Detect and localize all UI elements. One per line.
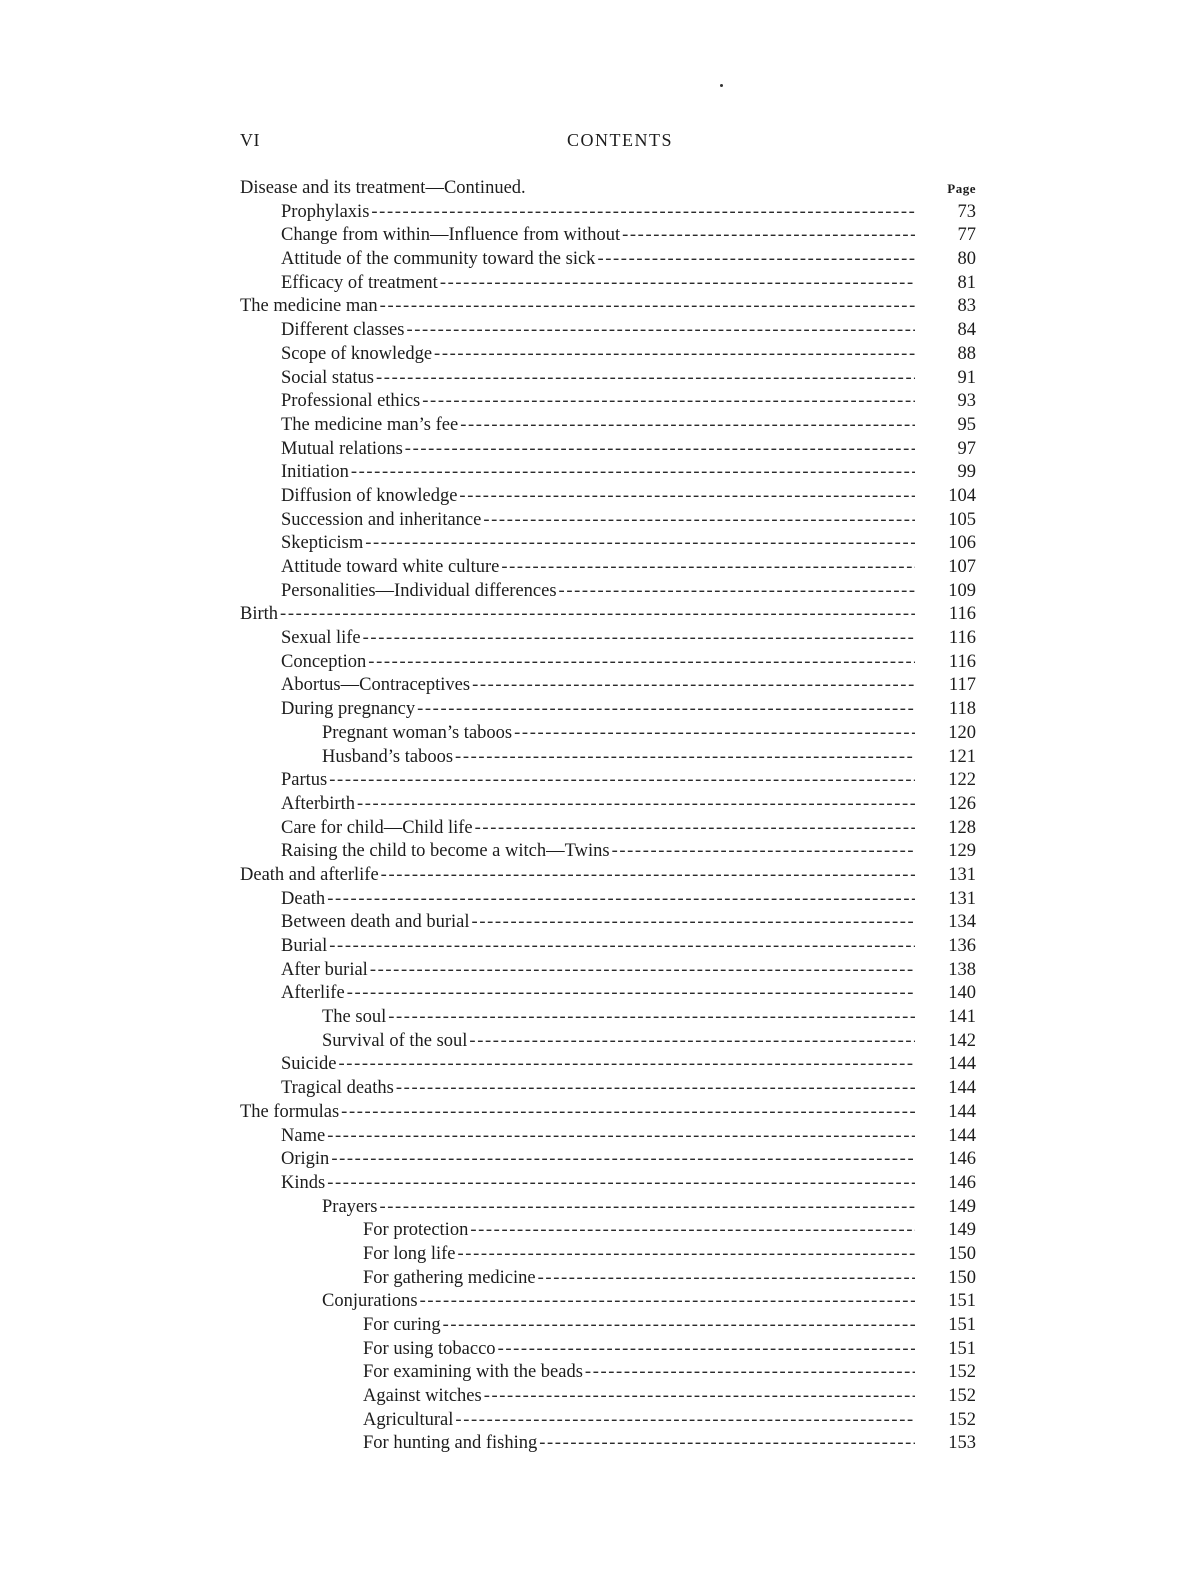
toc-entry-page-number: 144: [948, 1101, 976, 1122]
toc-entry-label: Conception: [281, 651, 368, 675]
toc-entry-label: After burial: [281, 959, 370, 983]
toc-entry-label: Prayers: [322, 1196, 379, 1220]
toc-entry-label: The soul: [322, 1006, 388, 1030]
toc-entry-label: Tragical deaths: [281, 1077, 396, 1101]
toc-entry-leader: [281, 532, 915, 556]
toc-entry-page-number: 105: [948, 509, 976, 530]
dot-leader: [559, 580, 915, 604]
dot-leader: [347, 982, 915, 1006]
toc-entry-label: For examining with the beads: [363, 1361, 585, 1385]
toc-entry-page-number: 131: [948, 888, 976, 909]
toc-entry-label: The formulas: [240, 1101, 341, 1125]
toc-entry-label: For using tobacco: [363, 1338, 498, 1362]
toc-entry-leader: [281, 674, 915, 698]
toc-entry-label: Prophylaxis: [281, 201, 371, 225]
toc-entry-leader: [240, 1101, 915, 1125]
toc-entry-leader: [281, 343, 915, 367]
page-column-heading: Page: [947, 181, 976, 196]
toc-entry: [240, 1030, 997, 1054]
toc-entry: [240, 532, 997, 556]
dot-leader: [470, 1219, 915, 1243]
dot-leader: [443, 1314, 915, 1338]
dot-leader: [329, 935, 915, 959]
toc-entry-page-number: 104: [948, 485, 976, 506]
toc-entry-label: Burial: [281, 935, 329, 959]
toc-entry-page-number: 88: [957, 343, 976, 364]
toc-entry-label: For protection: [363, 1219, 470, 1243]
toc-entry: [240, 509, 997, 533]
toc-entry-label: Partus: [281, 769, 329, 793]
toc-entry-label: Death and afterlife: [240, 864, 381, 888]
toc-entry: [240, 627, 997, 651]
toc-entry-page-number: 149: [948, 1196, 976, 1217]
toc-entry-leader: [281, 627, 915, 651]
toc-entry-leader: [281, 556, 915, 580]
dot-leader: [514, 722, 915, 746]
toc-entry-label: Mutual relations: [281, 438, 405, 462]
toc-entry-leader: [322, 1196, 915, 1220]
dot-leader: [612, 840, 915, 864]
toc-entry: [240, 1077, 997, 1101]
toc-entry-label: Skepticism: [281, 532, 365, 556]
dot-leader: [406, 319, 915, 343]
toc-entry-leader: [281, 319, 915, 343]
toc-entry-page-number: 80: [957, 249, 976, 270]
dot-leader: [501, 556, 915, 580]
dot-leader: [460, 414, 915, 438]
toc-entry-leader: [281, 1125, 915, 1149]
toc-entry: [240, 1361, 997, 1385]
toc-entry: [240, 390, 997, 414]
toc-entry-label: Care for child—Child life: [281, 817, 475, 841]
toc-entry-leader: [281, 769, 915, 793]
toc-entry-label: Name: [281, 1125, 327, 1149]
dot-leader: [622, 224, 915, 248]
page-folio: VI: [240, 130, 260, 150]
toc-entry: [240, 1243, 997, 1267]
toc-entry-page-number: 116: [948, 651, 976, 672]
toc-entry-label: Social status: [281, 367, 376, 391]
dot-leader: [475, 817, 915, 841]
toc-entry-leader: [281, 911, 915, 935]
toc-entry: [240, 272, 997, 296]
toc-entry-leader: [281, 485, 915, 509]
toc-entry-leader: [281, 580, 915, 604]
toc-entry-label: For curing: [363, 1314, 443, 1338]
toc-entry: [240, 982, 997, 1006]
toc-entry-label: The medicine man: [240, 295, 380, 319]
toc-entry-page-number: 141: [948, 1007, 976, 1028]
dot-leader: [417, 698, 915, 722]
toc-entry-page-number: 99: [957, 462, 976, 483]
toc-entry-page-number: 144: [948, 1078, 976, 1099]
toc-entry-label: Birth: [240, 603, 280, 627]
toc-entry: [240, 319, 997, 343]
toc-entry-page-number: 120: [948, 722, 976, 743]
dot-leader: [370, 959, 915, 983]
toc-entry-label: Initiation: [281, 461, 351, 485]
toc-entry-page-number: 134: [948, 912, 976, 933]
dot-leader: [280, 603, 915, 627]
toc-entry: [240, 556, 997, 580]
toc-entry-label: For gathering medicine: [363, 1267, 538, 1291]
toc-entry: [240, 201, 997, 225]
toc-entry-label: Afterbirth: [281, 793, 357, 817]
dot-leader: [363, 627, 915, 651]
toc-entry: [240, 1409, 997, 1433]
dot-leader: [405, 438, 915, 462]
toc-entry-leader: [281, 840, 915, 864]
toc-entry-page-number: 128: [948, 817, 976, 838]
dot-leader: [469, 1030, 915, 1054]
toc-entry-page-number: 146: [948, 1149, 976, 1170]
toc-entry-leader: [322, 1006, 915, 1030]
toc-entry-page-number: 151: [948, 1338, 976, 1359]
toc-entry-page-number: 107: [948, 557, 976, 577]
toc-entry-label: Raising the child to become a witch—Twins: [281, 840, 612, 864]
toc-entry: [240, 295, 997, 319]
toc-entry-page-number: 117: [948, 675, 976, 696]
toc-entry-label: Personalities—Individual differences: [281, 580, 559, 604]
toc-entry-leader: [281, 414, 915, 438]
toc-entry-label: Agricultural: [363, 1409, 455, 1433]
toc-entry: [240, 817, 997, 841]
toc-entry-label: The medicine man’s fee: [281, 414, 460, 438]
dot-leader: [472, 911, 915, 935]
dot-leader: [380, 295, 915, 319]
toc-entry: [240, 343, 997, 367]
toc-entry-leader: [281, 272, 915, 296]
toc-entry-page-number: 136: [948, 936, 976, 956]
toc-entry-leader: [363, 1385, 915, 1409]
toc-entry-leader: [281, 651, 915, 675]
toc-entry-label: Attitude of the community toward the sick: [281, 248, 597, 272]
toc-entry: [240, 224, 997, 248]
toc-entry-leader: [281, 224, 915, 248]
dot-leader: [440, 272, 915, 296]
dot-leader: [365, 532, 915, 556]
toc-entry-leader: [281, 201, 915, 225]
toc-entry-page-number: 152: [948, 1362, 976, 1383]
dot-leader: [422, 390, 915, 414]
toc-entry-label: Change from within—Influence from without: [281, 224, 622, 248]
toc-entry: [240, 1385, 997, 1409]
toc-entry: [240, 746, 997, 770]
toc-entry-page-number: 131: [948, 864, 976, 885]
toc-entry-page-number: 152: [948, 1386, 976, 1407]
dot-leader: [331, 1148, 915, 1172]
dot-leader: [388, 1006, 915, 1030]
dot-leader: [329, 769, 915, 793]
toc-entry-leader: [240, 177, 528, 201]
dot-leader: [458, 1243, 916, 1267]
toc-entry-page-number: 126: [948, 793, 976, 814]
dot-leader: [585, 1361, 915, 1385]
toc-entry-page-number: 142: [948, 1030, 976, 1051]
toc-entry-leader: [281, 461, 915, 485]
toc-entry: [240, 1172, 997, 1196]
toc-entry-label: Pregnant woman’s taboos: [322, 722, 514, 746]
toc-entry-page-number: 97: [957, 438, 976, 459]
toc-entry: [240, 485, 997, 509]
toc-entry-page-number: 84: [957, 320, 976, 341]
toc-entry: [240, 793, 997, 817]
dot-leader: [459, 485, 915, 509]
dot-leader: [351, 461, 915, 485]
toc-entry-page-number: 91: [957, 367, 976, 388]
dot-leader: [327, 1125, 915, 1149]
toc-entry-leader: [363, 1409, 915, 1433]
toc-entry-leader: [281, 390, 915, 414]
dot-leader: [396, 1077, 915, 1101]
toc-entry-label: Kinds: [281, 1172, 327, 1196]
toc-entry-leader: [322, 722, 915, 746]
toc-entry-label: Succession and inheritance: [281, 509, 483, 533]
toc-entry-label: Afterlife: [281, 982, 347, 1006]
dot-leader: [597, 248, 915, 272]
dot-leader: [339, 1053, 916, 1077]
toc-entry-label: Professional ethics: [281, 390, 422, 414]
toc-entry: [240, 959, 997, 983]
toc-entry: [240, 911, 997, 935]
toc-entry-page-number: 144: [948, 1054, 976, 1075]
toc-entry-page-number: 151: [948, 1291, 976, 1312]
toc-entry-page-number: 153: [948, 1433, 976, 1454]
toc-entry-page-number: 77: [957, 225, 976, 246]
toc-entry-page-number: 93: [957, 391, 976, 412]
toc-entry-leader: [322, 1290, 915, 1314]
toc-entry-label: Scope of knowledge: [281, 343, 434, 367]
page-title: CONTENTS: [567, 130, 673, 150]
toc-entry: [240, 651, 997, 675]
toc-entry-label: During pregnancy: [281, 698, 417, 722]
toc-entry-label: Against witches: [363, 1385, 484, 1409]
dot-leader: [498, 1338, 915, 1362]
toc-entry-leader: [281, 935, 915, 959]
toc-entry-leader: [281, 438, 915, 462]
dot-leader: [483, 509, 915, 533]
toc-entry: [240, 888, 997, 912]
toc-entry-label: Suicide: [281, 1053, 339, 1077]
toc-entry-label: Survival of the soul: [322, 1030, 469, 1054]
toc-entry-page-number: 146: [948, 1172, 976, 1193]
toc-entry-leader: [322, 746, 915, 770]
toc-entry-leader: [281, 817, 915, 841]
toc-entry-label: Origin: [281, 1148, 331, 1172]
toc-entry: [240, 769, 997, 793]
toc-entry: [240, 698, 997, 722]
toc-entry: [240, 722, 997, 746]
toc-entry-label: For long life: [363, 1243, 458, 1267]
toc-entry-page-number: 116: [948, 604, 976, 625]
toc-entry-leader: [281, 959, 915, 983]
toc-entry-leader: [281, 888, 915, 912]
toc-entry-page-number: 150: [948, 1243, 976, 1264]
print-speck: [720, 84, 723, 87]
toc-entry-leader: [363, 1361, 915, 1385]
toc-entry: [240, 1101, 997, 1125]
toc-entry-leader: [240, 864, 915, 888]
toc-entry-leader: [281, 1077, 915, 1101]
toc-continued-heading: [240, 177, 997, 201]
toc-entry: [240, 1267, 997, 1291]
toc-entry-label: Efficacy of treatment: [281, 272, 440, 296]
toc-entry-label: For hunting and fishing: [363, 1432, 539, 1456]
dot-leader: [376, 367, 915, 391]
dot-leader: [341, 1101, 915, 1125]
toc-entry: [240, 1148, 997, 1172]
dot-leader: [379, 1196, 915, 1220]
toc-entry: [240, 367, 997, 391]
toc-entry-leader: [363, 1267, 915, 1291]
toc-entry: [240, 1219, 997, 1243]
toc-entry-page-number: 83: [957, 296, 976, 317]
dot-leader: [455, 1409, 915, 1433]
toc-entry: [240, 864, 997, 888]
dot-leader: [327, 1172, 915, 1196]
toc-entry: [240, 461, 997, 485]
toc-entry-label: Conjurations: [322, 1290, 420, 1314]
toc-entry-leader: [281, 1053, 915, 1077]
toc-entry-page-number: 138: [948, 959, 976, 980]
toc-entry-leader: [363, 1219, 915, 1243]
dot-leader: [368, 651, 915, 675]
toc-entry-label: Disease and its treatment—Continued.: [240, 177, 528, 201]
toc-entry-leader: [322, 1030, 915, 1054]
dot-leader: [472, 674, 915, 698]
running-header: [240, 130, 1000, 154]
toc-entry-leader: [240, 603, 915, 627]
toc-entry-label: Sexual life: [281, 627, 363, 651]
toc-entry-page-number: 121: [948, 746, 976, 767]
toc-entry-leader: [363, 1314, 915, 1338]
toc-entry: [240, 1125, 997, 1149]
toc-entry: [240, 1290, 997, 1314]
toc-entry-label: Different classes: [281, 319, 406, 343]
toc-entry-page-number: 129: [948, 841, 976, 862]
toc-entry-label: Abortus—Contraceptives: [281, 674, 472, 698]
toc-entry-page-number: 95: [957, 414, 976, 435]
toc-entry-label: Death: [281, 888, 327, 912]
toc-entry-page-number: 140: [948, 983, 976, 1004]
toc-entry: [240, 840, 997, 864]
toc-entry-leader: [363, 1243, 915, 1267]
toc-entry: [240, 1006, 997, 1030]
toc-entry-leader: [281, 1172, 915, 1196]
toc-entry-leader: [281, 793, 915, 817]
toc-entry-label: Between death and burial: [281, 911, 472, 935]
toc-entry-label: Attitude toward white culture: [281, 556, 501, 580]
toc-entry-page-number: 118: [948, 699, 976, 720]
toc-entry-page-number: 151: [948, 1315, 976, 1335]
toc-entry-page-number: 144: [948, 1125, 976, 1146]
toc-entry-leader: [281, 982, 915, 1006]
toc-entry-leader: [363, 1432, 915, 1456]
dot-leader: [381, 864, 915, 888]
toc-entry: [240, 1338, 997, 1362]
toc-entry-page-number: 149: [948, 1220, 976, 1241]
dot-leader: [539, 1432, 915, 1456]
dot-leader: [327, 888, 915, 912]
dot-leader: [420, 1290, 915, 1314]
toc-entry: [240, 414, 997, 438]
dot-leader: [357, 793, 915, 817]
toc-entry-page-number: 109: [948, 580, 976, 601]
toc-entry: [240, 674, 997, 698]
toc-entry-leader: [281, 248, 915, 272]
toc-entry: [240, 603, 997, 627]
toc-entry-leader: [281, 509, 915, 533]
toc-entry-leader: [281, 1148, 915, 1172]
toc-entry: [240, 438, 997, 462]
toc-entry-page-number: 116: [948, 628, 976, 649]
toc-entry-page-number: 73: [957, 201, 976, 222]
table-of-contents: [240, 177, 997, 1456]
toc-entry-leader: [281, 698, 915, 722]
toc-entry: [240, 935, 997, 959]
toc-entry: [240, 1432, 997, 1456]
toc-entry-page-number: 81: [957, 272, 976, 293]
toc-entry-page-number: 152: [948, 1409, 976, 1430]
toc-entry-leader: [240, 295, 915, 319]
toc-entry-page-number: 106: [948, 533, 976, 554]
dot-leader: [538, 1267, 915, 1291]
toc-entry-page-number: 150: [948, 1267, 976, 1288]
toc-entry: [240, 1314, 997, 1338]
toc-entry: [240, 1196, 997, 1220]
toc-entry: [240, 1053, 997, 1077]
toc-entry-page-number: 122: [948, 770, 976, 791]
dot-leader: [484, 1385, 915, 1409]
toc-entry-leader: [363, 1338, 915, 1362]
toc-entry: [240, 580, 997, 604]
toc-entry-label: Diffusion of knowledge: [281, 485, 459, 509]
dot-leader: [455, 746, 915, 770]
dot-leader: [371, 201, 915, 225]
toc-entry: [240, 248, 997, 272]
toc-entry-leader: [281, 367, 915, 391]
toc-entry-label: Husband’s taboos: [322, 746, 455, 770]
dot-leader: [434, 343, 915, 367]
